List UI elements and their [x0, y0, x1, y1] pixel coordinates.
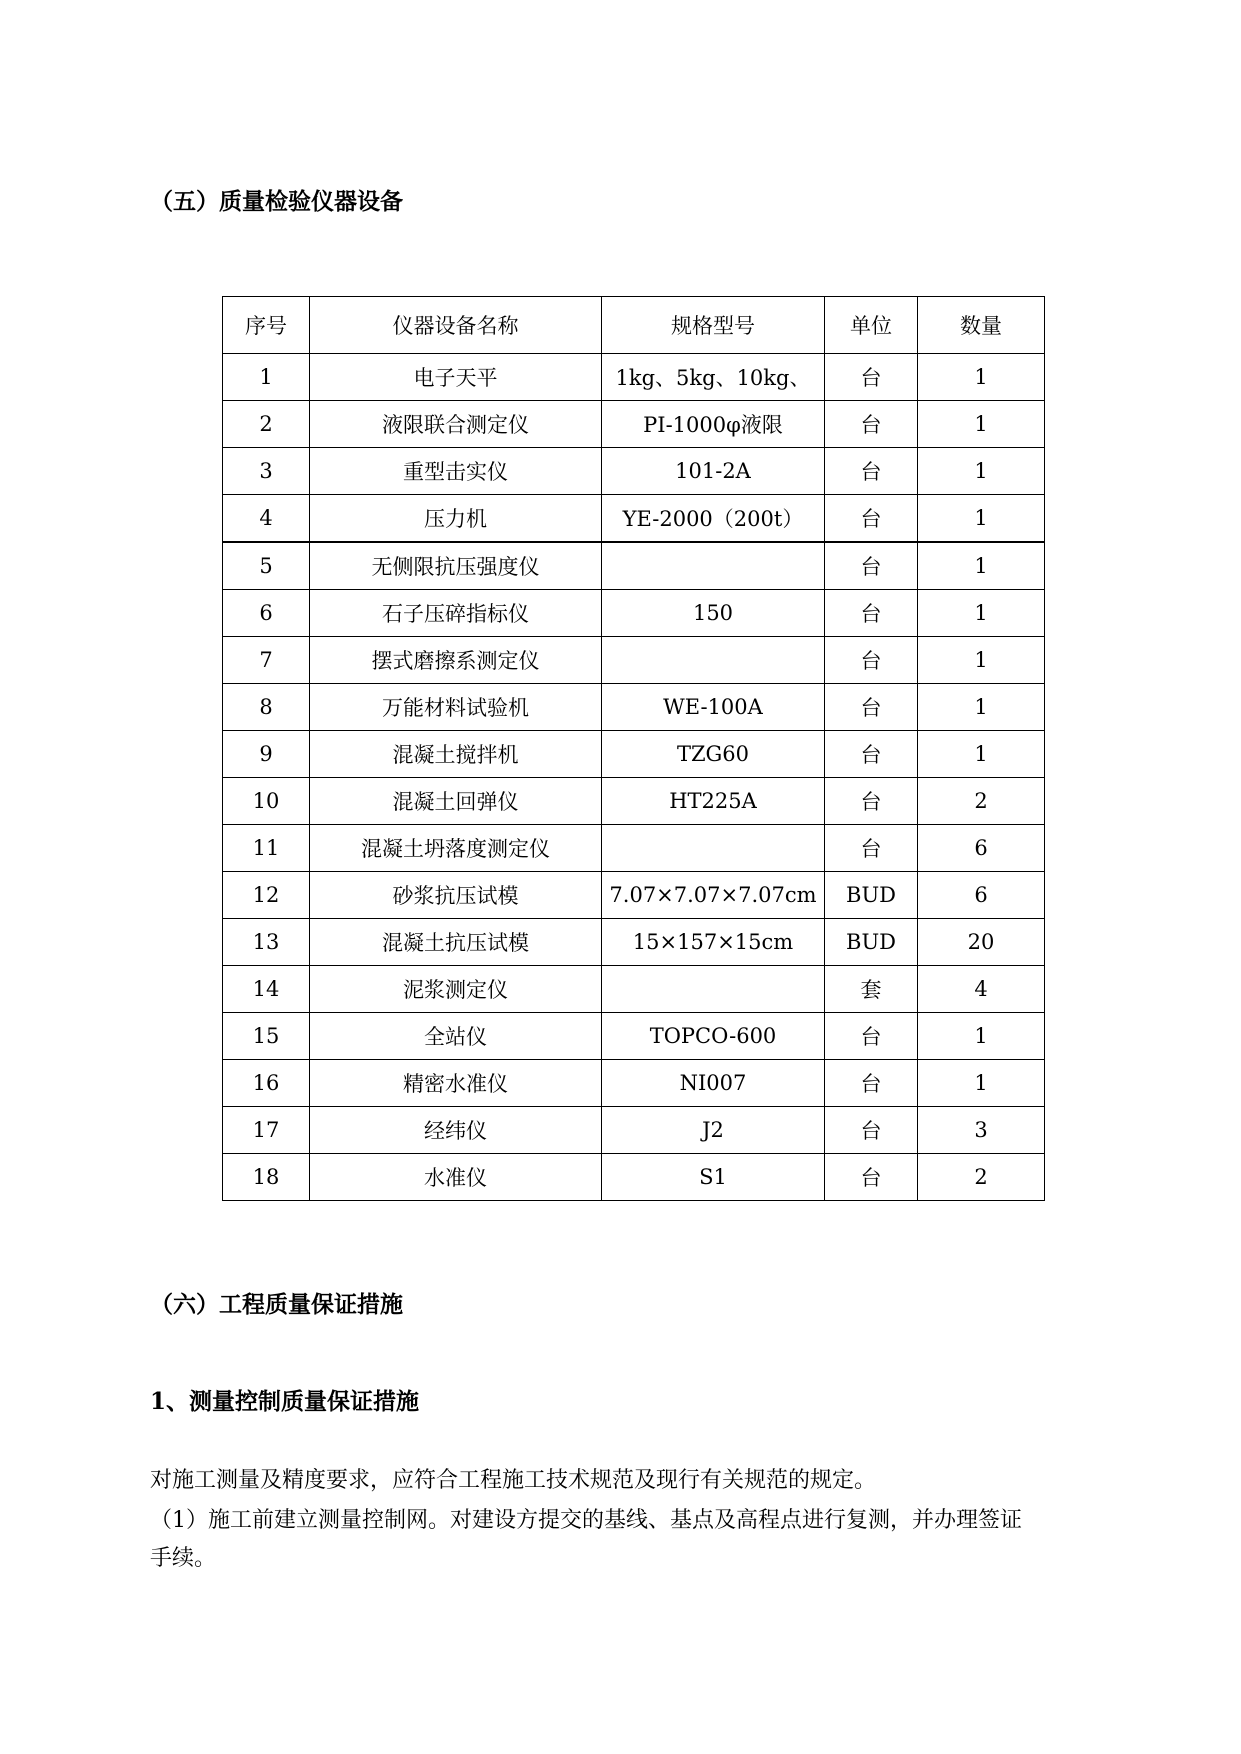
- header-name: 仪器设备名称: [310, 297, 602, 354]
- table-row: [223, 1154, 1045, 1201]
- cell-name: 水准仪: [310, 1154, 602, 1201]
- cell-spec: [602, 966, 825, 1013]
- cell-spec: TOPCO-600: [602, 1013, 825, 1060]
- cell-unit: 台: [825, 448, 918, 495]
- cell-name: 石子压碎指标仪: [310, 590, 602, 637]
- cell-index: 10: [223, 778, 310, 825]
- table-row: [223, 542, 1045, 590]
- cell-index: 16: [223, 1060, 310, 1107]
- cell-spec: 7.07×7.07×7.07cm: [602, 872, 825, 919]
- cell-spec: TZG60: [602, 731, 825, 778]
- cell-spec: 101-2A: [602, 448, 825, 495]
- cell-index: 2: [223, 401, 310, 448]
- cell-spec: S1: [602, 1154, 825, 1201]
- cell-unit: 台: [825, 590, 918, 637]
- cell-spec: 150: [602, 590, 825, 637]
- cell-quantity: 1: [918, 1060, 1045, 1107]
- cell-unit: 台: [825, 354, 918, 401]
- cell-index: 1: [223, 354, 310, 401]
- cell-index: 18: [223, 1154, 310, 1201]
- cell-name: 混凝土坍落度测定仪: [310, 825, 602, 872]
- cell-quantity: 6: [918, 872, 1045, 919]
- cell-quantity: 3: [918, 1107, 1045, 1154]
- table-row: [223, 590, 1045, 637]
- cell-unit: 套: [825, 966, 918, 1013]
- cell-quantity: 1: [918, 495, 1045, 543]
- table-row: [223, 872, 1045, 919]
- table-row: [223, 1060, 1045, 1107]
- paragraph-2-line-2: 手续。: [150, 1546, 217, 1571]
- cell-name: 摆式磨擦系测定仪: [310, 637, 602, 684]
- cell-unit: 台: [825, 778, 918, 825]
- cell-unit: 台: [825, 684, 918, 731]
- cell-index: 15: [223, 1013, 310, 1060]
- cell-spec: YE-2000（200t）: [602, 495, 825, 543]
- cell-quantity: 1: [918, 590, 1045, 637]
- cell-spec: J2: [602, 1107, 825, 1154]
- header-unit: 单位: [825, 297, 918, 354]
- cell-index: 4: [223, 495, 310, 543]
- cell-quantity: 6: [918, 825, 1045, 872]
- table-row: [223, 637, 1045, 684]
- cell-spec: PI-1000φ液限: [602, 401, 825, 448]
- cell-quantity: 1: [918, 401, 1045, 448]
- cell-name: 混凝土搅拌机: [310, 731, 602, 778]
- cell-quantity: 2: [918, 1154, 1045, 1201]
- cell-unit: 台: [825, 542, 918, 590]
- table-row: [223, 354, 1045, 401]
- table-row: [223, 448, 1045, 495]
- equipment-table: [222, 296, 1045, 1201]
- cell-unit: 台: [825, 1013, 918, 1060]
- table-row: [223, 1013, 1045, 1060]
- cell-index: 17: [223, 1107, 310, 1154]
- header-spec: 规格型号: [602, 297, 825, 354]
- cell-spec: [602, 637, 825, 684]
- cell-spec: 1kg、5kg、10kg、: [602, 354, 825, 401]
- cell-index: 13: [223, 919, 310, 966]
- cell-unit: BUD: [825, 919, 918, 966]
- cell-name: 无侧限抗压强度仪: [310, 542, 602, 590]
- table-row: [223, 495, 1045, 543]
- table-row: [223, 1107, 1045, 1154]
- cell-quantity: 1: [918, 354, 1045, 401]
- header-quantity: 数量: [918, 297, 1045, 354]
- cell-quantity: 1: [918, 1013, 1045, 1060]
- cell-index: 5: [223, 542, 310, 590]
- cell-quantity: 1: [918, 542, 1045, 590]
- table-row: [223, 966, 1045, 1013]
- cell-index: 14: [223, 966, 310, 1013]
- cell-quantity: 1: [918, 684, 1045, 731]
- table-row: [223, 919, 1045, 966]
- cell-spec: [602, 825, 825, 872]
- cell-name: 重型击实仪: [310, 448, 602, 495]
- cell-name: 经纬仪: [310, 1107, 602, 1154]
- header-index: 序号: [223, 297, 310, 354]
- cell-quantity: 2: [918, 778, 1045, 825]
- cell-quantity: 1: [918, 637, 1045, 684]
- table-row: [223, 825, 1045, 872]
- section-5-heading: （五）质量检验仪器设备: [150, 188, 403, 215]
- cell-quantity: 20: [918, 919, 1045, 966]
- paragraph-1: 对施工测量及精度要求，应符合工程施工技术规范及现行有关规范的规定。: [150, 1468, 877, 1493]
- cell-spec: [602, 542, 825, 590]
- cell-index: 9: [223, 731, 310, 778]
- cell-name: 液限联合测定仪: [310, 401, 602, 448]
- cell-unit: 台: [825, 1154, 918, 1201]
- table-header-row: [223, 297, 1045, 354]
- cell-name: 混凝土回弹仪: [310, 778, 602, 825]
- cell-index: 7: [223, 637, 310, 684]
- cell-unit: BUD: [825, 872, 918, 919]
- cell-name: 万能材料试验机: [310, 684, 602, 731]
- cell-name: 砂浆抗压试模: [310, 872, 602, 919]
- cell-quantity: 1: [918, 731, 1045, 778]
- table-row: [223, 731, 1045, 778]
- cell-name: 泥浆测定仪: [310, 966, 602, 1013]
- subsection-1-heading: 1、测量控制质量保证措施: [150, 1388, 420, 1415]
- cell-unit: 台: [825, 1107, 918, 1154]
- cell-spec: HT225A: [602, 778, 825, 825]
- cell-index: 8: [223, 684, 310, 731]
- cell-spec: NI007: [602, 1060, 825, 1107]
- cell-index: 3: [223, 448, 310, 495]
- cell-spec: 15×157×15cm: [602, 919, 825, 966]
- cell-name: 混凝土抗压试模: [310, 919, 602, 966]
- table-row: [223, 684, 1045, 731]
- cell-index: 6: [223, 590, 310, 637]
- cell-unit: 台: [825, 401, 918, 448]
- table-row: [223, 778, 1045, 825]
- cell-name: 精密水准仪: [310, 1060, 602, 1107]
- cell-unit: 台: [825, 1060, 918, 1107]
- table-row: [223, 401, 1045, 448]
- cell-index: 11: [223, 825, 310, 872]
- cell-quantity: 4: [918, 966, 1045, 1013]
- cell-unit: 台: [825, 495, 918, 543]
- cell-unit: 台: [825, 825, 918, 872]
- paragraph-2-line-1: （1）施工前建立测量控制网。对建设方提交的基线、基点及高程点进行复测，并办理签证: [150, 1508, 1023, 1533]
- cell-name: 全站仪: [310, 1013, 602, 1060]
- cell-name: 压力机: [310, 495, 602, 543]
- cell-unit: 台: [825, 637, 918, 684]
- cell-quantity: 1: [918, 448, 1045, 495]
- section-6-heading: （六）工程质量保证措施: [150, 1291, 403, 1318]
- cell-index: 12: [223, 872, 310, 919]
- cell-unit: 台: [825, 731, 918, 778]
- cell-name: 电子天平: [310, 354, 602, 401]
- cell-spec: WE-100A: [602, 684, 825, 731]
